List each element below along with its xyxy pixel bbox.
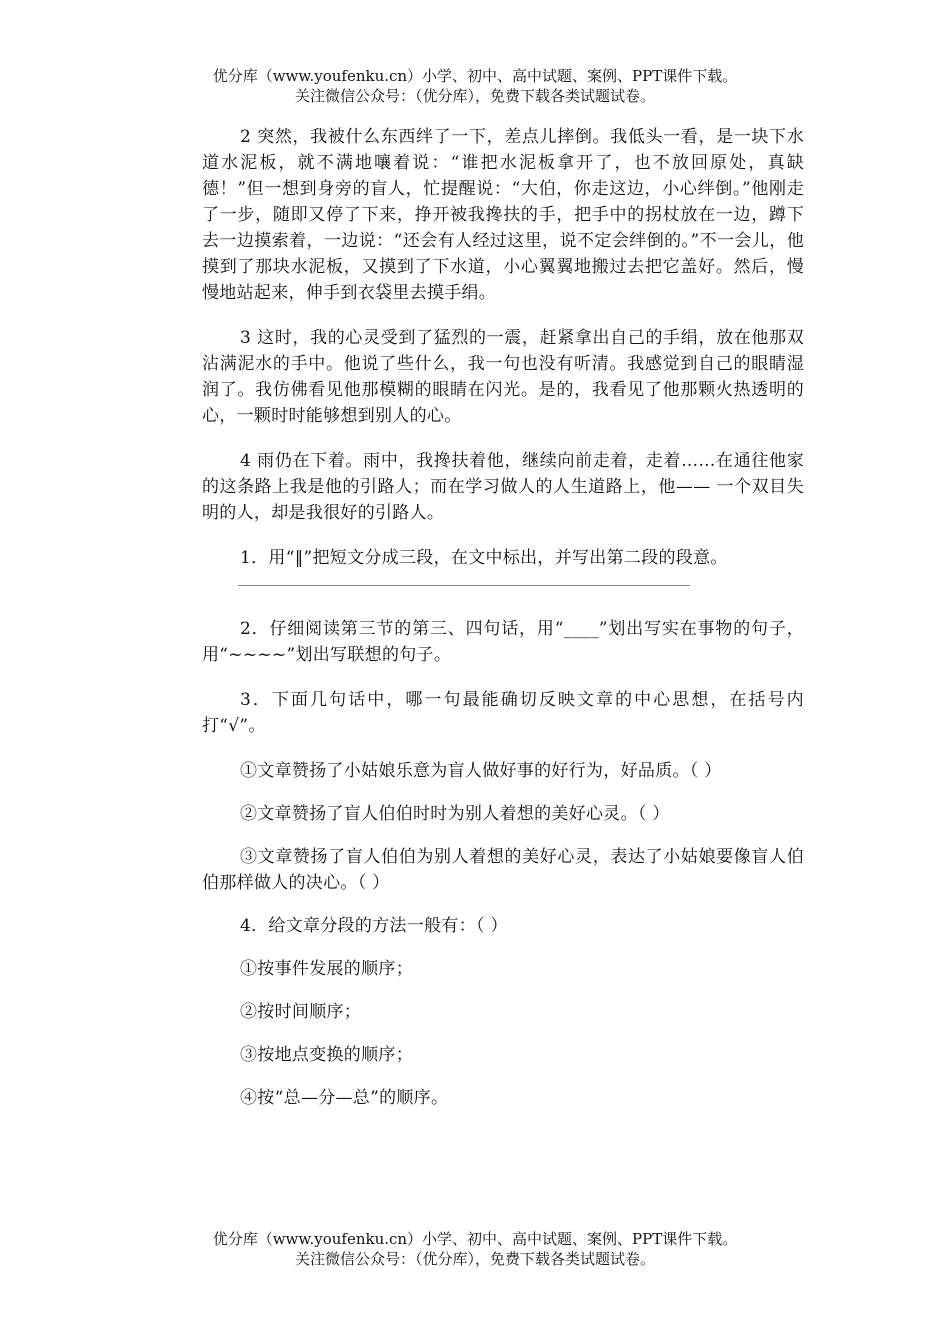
header-line-1: 优分库（www.youfenku.cn）小学、初中、高中试题、案例、PPT课件下载。 (212, 67, 738, 85)
paragraph-2: 2 突然，我被什么东西绊了一下，差点儿摔倒。我低头一看，是一块下水道水泥板，就不满地嚷着说：“谁把水泥板拿开了，也不放回原处，真缺德！”但一想到身旁的盲人，忙提醒说：“大伯，你走这边，小心绊倒。”他刚走了一步，随即又停了下来，挣开被我搀扶的手，把手中的拐杖放在一边，蹲下去一边摸索着，一边说：“还会有人经过这里，说不定会绊倒的。”不一会儿，他摸到了那块水泥板，又摸到了下水道，小心翼翼地搬过去把它盖好。然后，慢慢地站起来，伸手到衣袋里去摸手绢。 (202, 127, 804, 303)
question-1: 1．用“‖”把短文分成三段，在文中标出，并写出第二段的段意。 (240, 548, 728, 568)
question-3: 3．下面几句话中，哪一句最能确切反映文章的中心思想，在括号内打“√”。 (202, 690, 804, 736)
q3-option-1: ①文章赞扬了小姑娘乐意为盲人做好事的好行为，好品质。（ ） (240, 761, 722, 781)
q3-option-2: ②文章赞扬了盲人伯伯时时为别人着想的美好心灵。（ ） (240, 804, 670, 824)
footer-line-2: 关注微信公众号：（优分库），免费下载各类试题试卷。 (294, 1250, 655, 1268)
question-4: 4．给文章分段的方法一般有：（ ） (240, 916, 508, 936)
header-line-2: 关注微信公众号：（优分库），免费下载各类试题试卷。 (294, 87, 655, 105)
question-2: 2．仔细阅读第三节的第三、四句话，用“____”划出写实在事物的句子，用“~~~~”划出写联想的句子。 (202, 619, 804, 665)
footer-line-1: 优分库（www.youfenku.cn）小学、初中、高中试题、案例、PPT课件下载。 (212, 1230, 738, 1248)
page-footer (0, 1229, 950, 1269)
paragraph-3: 3 这时，我的心灵受到了猛烈的一震，赶紧拿出自己的手绢，放在他那双沾满泥水的手中。他说了些什么，我一句也没有听清。我感觉到自己的眼睛湿润了。我仿佛看见他那模糊的眼睛在闪光。是的，我看见了他那颗火热透明的心，一颗时时能够想到别人的心。 (202, 328, 804, 426)
q4-option-4: ④按“总—分—总”的顺序。 (240, 1088, 449, 1108)
q4-option-1: ①按事件发展的顺序； (240, 959, 413, 979)
q4-option-2: ②按时间顺序； (240, 1002, 362, 1022)
document-body (202, 124, 804, 1128)
page-header (0, 66, 950, 106)
q3-option-3: ③文章赞扬了盲人伯伯为别人着想的美好心灵，表达了小姑娘要像盲人伯伯那样做人的决心。（ ） (202, 847, 804, 893)
q4-option-3: ③按地点变换的顺序； (240, 1045, 413, 1065)
answer-line[interactable] (238, 585, 690, 586)
paragraph-4: 4 雨仍在下着。雨中，我搀扶着他，继续向前走着，走着……在通往他家的这条路上我是他的引路人；而在学习做人的人生道路上，他—— 一个双目失明的人，却是我很好的引路人。 (202, 451, 804, 523)
